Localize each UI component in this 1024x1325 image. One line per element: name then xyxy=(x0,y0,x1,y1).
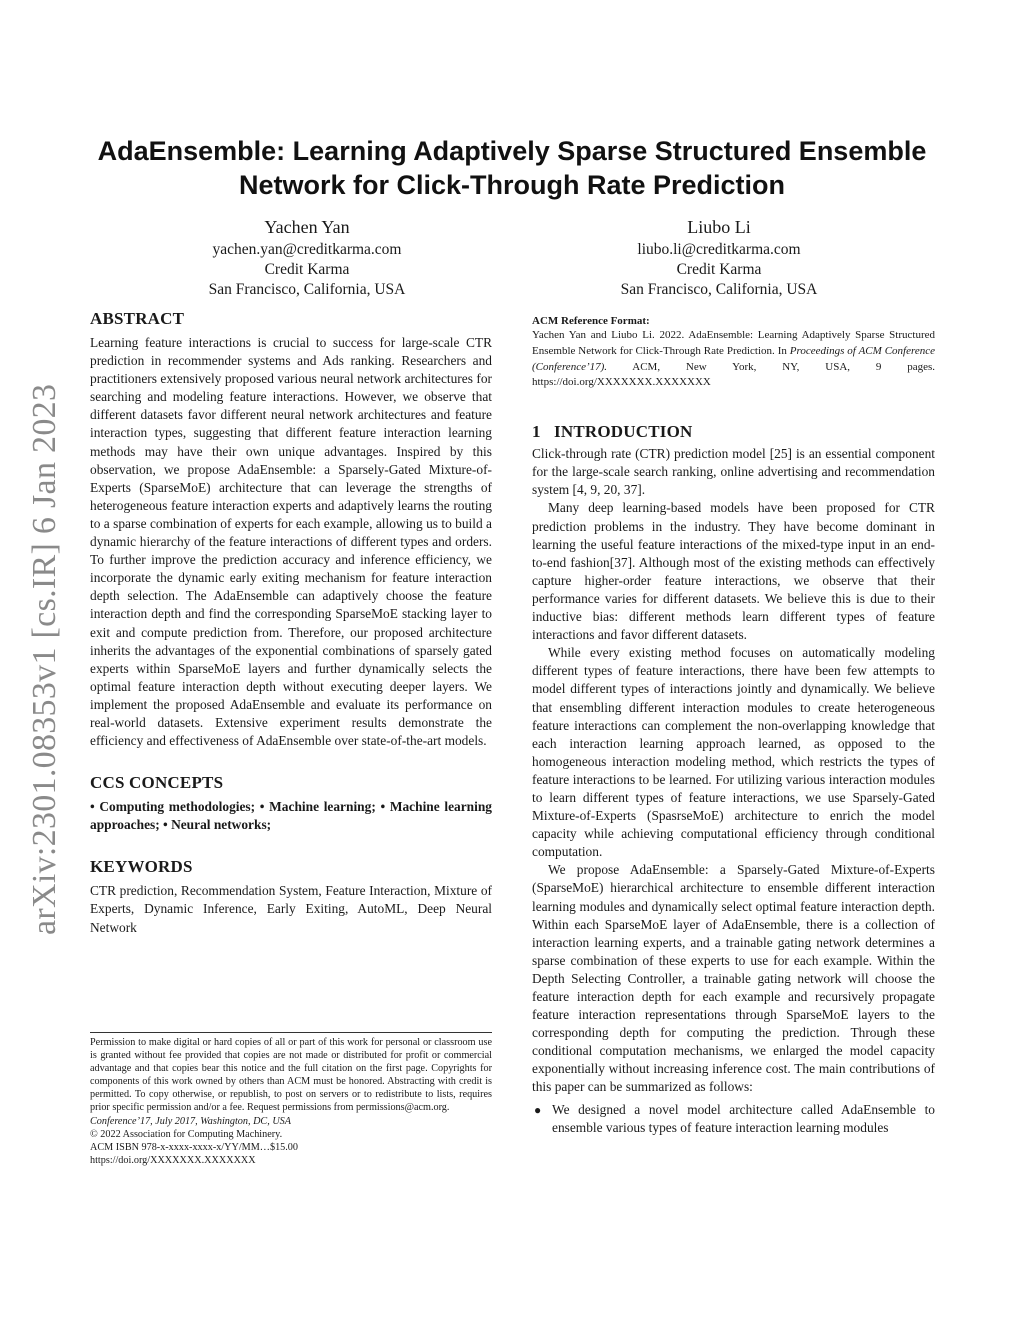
paper-title xyxy=(60,134,964,202)
intro-heading: 1 INTRODUCTION xyxy=(532,422,693,442)
contribution-text: We designed a novel model architecture called AdaEnsemble to ensemble various types of feature interaction learning modules xyxy=(552,1101,935,1135)
intro-paragraph-3: While every existing method focuses on automatically modeling different types of feature interactions, there have been few attempts to model different types of interactions jointly and dynamically. We believe that ensembling different interaction modules to create heterogeneous feature interactions can complement the non-overlapping knowledge that each interaction learning approach learned, as opposed to the homogeneous interaction modeling method, which restricts the types of feature interactions to be learned. For utilizing various interaction modules to learn different types of feature interactions, we use Sparsely-Gated Mixture-of-Experts (SpasrseMoE) architecture to enrich the model capacity while achieving computational efficiency through conditional computation. xyxy=(532,645,935,860)
author-email: yachen.yan@creditkarma.com xyxy=(212,241,402,258)
keywords-heading: KEYWORDS xyxy=(90,857,193,877)
copyright-line: © 2022 Association for Computing Machinery. xyxy=(90,1128,283,1140)
abstract-heading: ABSTRACT xyxy=(90,309,185,328)
title-line-1: AdaEnsemble: Learning Adaptively Sparse Structured Ensemble xyxy=(97,136,927,166)
permission-text: Permission to make digital or hard copies of all or part of this work for personal or classroom use is granted without fee provided that copies are not made or distributed for profit or commercial advantage and that copies bear this notice and the full citation on the first page. Copyrights for components of this work owned by others than ACM must be honored. Abstracting with credit is permitted. To copy otherwise, or republish, to post on servers or to redistribute to lists, requires prior specific permission and/or a fee. Request permissions from permissions@acm.org. xyxy=(90,1037,492,1114)
bullet-icon: ● xyxy=(534,1102,542,1117)
arxiv-stamp: arXiv:2301.08353v1 [cs.IR] 6 Jan 2023 xyxy=(26,383,63,935)
author-name: Yachen Yan xyxy=(264,217,350,237)
right-column xyxy=(532,306,935,1137)
author-affiliation: Credit Karma xyxy=(676,261,762,278)
abstract-text: Learning feature interactions is crucial to success for large-scale CTR prediction in recommender systems and Ads ranking. Researchers and practitioners extensively proposed various neural network architectures for searching and modeling feature interactions. However, we observe that different datasets favor different neural network architectures and feature interaction types, suggesting that different feature interaction learning methods may have their own unique advantages. Inspired by this observation, we propose AdaEnsemble: a Sparsely-Gated Mixture-of-Experts (SparseMoE) architecture that can leverage the strengths of heterogeneous feature interaction experts and adaptively learns the routing to a sparse combination of experts for each example, allowing us to build a dynamic hierarchy of the feature interactions of different types and orders. To further improve the prediction accuracy and inference efficiency, we incorporate the dynamic early exiting mechanism for feature interaction depth selection. The AdaEnsemble can adaptively choose the feature interaction depth and find the corresponding SparseMoE stacking layer to exit and compute prediction from. Therefore, our proposed architecture inherits the advantages of the exponential combinations of sparsely gated experts within SparseMoE layers and further dynamically selects the optimal feature interaction depth without executing deeper layers. We implement the proposed AdaEnsemble and evaluate its performance on real-world datasets. Extensive experiment results demonstrate the efficiency and effectiveness of AdaEnsemble over state-of-the-art models. xyxy=(90,335,492,749)
ccs-text: • Computing methodologies; • Machine learning; • Machine learning approaches; • Neural networks; xyxy=(90,799,492,833)
intro-paragraph-4: We propose AdaEnsemble: a Sparsely-Gated Mixture-of-Experts (SparseMoE) hierarchical architecture to ensemble different interaction learning modules and dynamically select optimal feature interaction depth. Within each SparseMoE layer of AdaEnsemble, there is a collection of interaction learning experts, and a trainable gating network determines a sparse combination of these experts to use for each example. Within the Depth Selecting Controller, a trainable gating network will choose the feature interaction depth for each example and recursively propagate feature interaction representations through SparseMoE layers to the corresponding depth for computing the prediction. Through these conditional computation mechanisms, we enlarged the model capacity exponentially without increasing inference cost. The main contributions of this paper can be summarized as follows: xyxy=(532,862,935,1095)
author-email: liubo.li@creditkarma.com xyxy=(637,241,801,258)
conference-line: Conference’17, July 2017, Washington, DC, USA xyxy=(90,1115,291,1127)
author-block-1 xyxy=(147,214,467,300)
author-location: San Francisco, California, USA xyxy=(620,281,818,298)
author-block-2 xyxy=(559,214,879,300)
intro-paragraph-2: Many deep learning-based models have been proposed for CTR prediction problems in the industry. They have become dominant in learning the useful feature interactions of the mixed-type input in an end-to-end fashion[37]. Although most of the existing methods can effectively capture higher-order feature interactions, we observe that their performance varies for different datasets. We believe this is due to their inductive bias: different methods learn different types of feature interactions and favor different datasets. xyxy=(532,500,935,643)
acm-reference-heading: ACM Reference Format: xyxy=(532,315,650,327)
contribution-list-item xyxy=(532,1101,935,1137)
acm-reference-text: Yachen Yan and Liubo Li. 2022. AdaEnsemble: Learning Adaptively Sparse Structured Ensemble Network for Click-Through Rate Prediction. In Proceedings of ACM Conference (Conference’17). ACM, New York, NY, USA, 9 pages. https://doi.org/XXXXXXX.XXXXXXX xyxy=(532,329,936,389)
author-location: San Francisco, California, USA xyxy=(208,281,406,298)
title-line-2: Network for Click-Through Rate Prediction xyxy=(238,170,786,200)
author-affiliation: Credit Karma xyxy=(264,261,350,278)
footnote-divider xyxy=(90,1032,492,1033)
doi-line: https://doi.org/XXXXXXX.XXXXXXX xyxy=(90,1154,256,1166)
left-column xyxy=(90,306,492,937)
keywords-text: CTR prediction, Recommendation System, Feature Interaction, Mixture of Experts, Dynamic Inference, Early Exiting, AutoML, Deep Neural Network xyxy=(90,883,492,935)
permission-block xyxy=(90,1036,492,1167)
isbn-line: ACM ISBN 978-x-xxxx-xxxx-x/YY/MM…$15.00 xyxy=(90,1141,298,1153)
intro-paragraph-1: Click-through rate (CTR) prediction model [25] is an essential component for the large-scale search ranking, online advertising and recommendation system [4, 9, 20, 37]. xyxy=(532,446,935,498)
ccs-heading: CCS CONCEPTS xyxy=(90,773,224,793)
author-name: Liubo Li xyxy=(687,217,751,237)
